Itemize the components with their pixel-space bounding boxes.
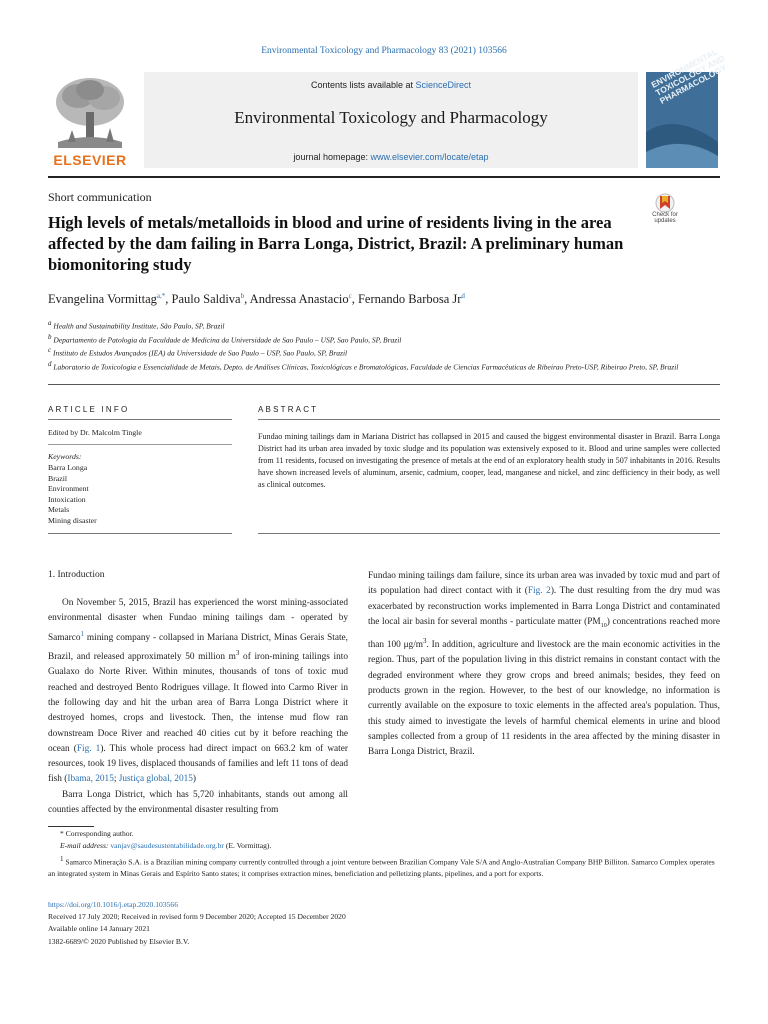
figure-link[interactable]: Fig. 2: [527, 586, 551, 597]
affiliation-mark: c: [48, 346, 52, 355]
section-divider: [48, 384, 720, 385]
header-rule: [48, 176, 720, 178]
footnote-mark: *: [60, 829, 64, 838]
superscript: 3: [235, 648, 240, 657]
available-online: Available online 14 January 2021: [48, 924, 150, 934]
text-run: ;: [113, 774, 119, 785]
author-affiliation-mark[interactable]: d: [461, 292, 465, 300]
superscript: 3: [423, 637, 427, 646]
author-name: Andressa Anastacio: [249, 292, 349, 307]
text-run: ). The dust resulting from the dry mud was exacerbated by reconstruction works implemented in Barra Longa District and contaminated the local air basin for several months - particulate matter (PM: [368, 586, 721, 627]
keyword-item: Brazil: [48, 473, 68, 483]
author-affiliation-mark[interactable]: b: [240, 292, 245, 300]
sciencedirect-link[interactable]: ScienceDirect: [415, 80, 472, 90]
affiliation-item: [48, 332, 720, 346]
affiliation-item: [48, 359, 720, 373]
body-paragraph: [48, 596, 348, 788]
text-run: of iron-mining tailings into Gualaxo do Norte River. Within minutes, thousands of tons of toxic mud reached and destroyed Bento Rodrigues village. It flowed into Carmo River in the following day and hit the urban area of Barra Longa District where it destroyed homes, crops and livestock. Then, the intense mud flow ran downstream Doce River and reached 40 cities cut by it before reaching the ocean (: [48, 652, 348, 754]
body-column-right: [368, 569, 720, 761]
affiliation-text: Laboratorio de Toxicologia e Essencialidade de Metais, Depto. de Análises Clínicas, Toxicológicas e Bromatológicas, Faculdade de Ciencias Farmacêuticas de Ribeirao Preto-USP, Ribeirao Preto, SP, Brazil: [53, 362, 679, 372]
journal-name: Environmental Toxicology and Pharmacology: [234, 108, 548, 127]
footnote-rule: [48, 826, 94, 827]
keyword-item: Barra Longa: [48, 463, 88, 472]
copyright: 1382-6689/© 2020 Published by Elsevier B.V.: [48, 936, 190, 946]
email-label: E-mail address:: [60, 841, 109, 851]
article-info-heading: ARTICLE INFO: [48, 405, 130, 414]
author-separator: ,: [351, 292, 358, 307]
body-column-left: [48, 596, 348, 818]
footnotes: [48, 828, 720, 881]
reference-link[interactable]: Justiça global, 2015: [118, 774, 193, 785]
abstract-rule: [258, 533, 720, 534]
bookmark-icon: [645, 193, 685, 213]
text-run: ) concentrations reached more than 100 μg/m: [368, 616, 720, 651]
cover-title: ENVIRONMENTAL TOXICOLOGY AND PHARMACOLOGY: [649, 46, 729, 106]
text-run: . In addition, agriculture and livestock are the main economic activities in the region. Thus, part of the population living in this district remains in constant contact with the degraded environment where they grow crops and breed animals; besides, they feed on products grown in the region. However, to the best of our knowledge, no information is currently available on the exposure to toxic elements in the affected area's population. Thus, this study aimed to investigate the levels of harmful chemical elements in urine and blood samples collected from a group of 11 residents in the area affected by the mining disaster in Barra Longa District, Brazil.: [368, 640, 720, 758]
received-dates: Received 17 July 2020; Received in revised form 9 December 2020; Accepted 15 December 2020: [48, 912, 346, 922]
author-name: Evangelina Vormittag: [48, 292, 157, 307]
footnote-text: Corresponding author.: [65, 829, 134, 838]
footnote-mark[interactable]: 1: [80, 629, 85, 638]
contents-line: [144, 80, 638, 90]
footnote-email: [48, 840, 720, 852]
footnote-mark: 1: [60, 854, 64, 863]
article-info-rule: [48, 533, 232, 534]
doi-link[interactable]: https://doi.org/10.1016/j.etap.2020.103566: [48, 900, 179, 909]
text-run: mining company - collapsed in Mariana District, Minas Gerais State, Brazil, and released approximately 50 million m: [48, 632, 348, 663]
journal-cover-thumbnail: [646, 46, 729, 168]
body-paragraph: Barra Longa District, which has 5,720 inhabitants, stands out among all counties affected by the environmental disaster resulting from: [48, 789, 348, 816]
contents-prefix: Contents lists available at: [310, 80, 416, 90]
check-for-updates-label: Check for updates: [652, 212, 678, 224]
article-info-rule: [48, 444, 232, 445]
affiliation-item: [48, 318, 720, 332]
keyword-item: Intoxication: [48, 494, 86, 504]
affiliation-text: Departamento de Patologia da Faculdade de Medicina da Universidade de Sao Paulo – USP, Sao Paulo, SP, Brazil: [53, 335, 402, 345]
keyword-item: Metals: [48, 505, 70, 515]
abstract-rule: [258, 419, 720, 420]
keyword-list: [48, 463, 97, 527]
footnote-corresponding: [48, 828, 720, 840]
author-separator: ,: [165, 292, 172, 307]
affiliation-mark: b: [48, 332, 52, 341]
footnote-text: Samarco Mineração S.A. is a Brazilian mining company currently controlled through a joint venture between Brazilian Company Vale S/A and Anglo-Australian Company BHP Billiton. Samarco Complex operates an integrated system in Minas Gerais and Espírito Santo states; it comprises extraction mines, beneficiation and pelletizing plants, pipelines, and a port for exports.: [48, 857, 715, 879]
homepage-link[interactable]: www.elsevier.com/locate/etap: [370, 152, 489, 162]
publisher-wordmark: ELSEVIER: [53, 152, 127, 168]
author-name: Fernando Barbosa Jr: [357, 292, 462, 307]
author-separator: ,: [244, 292, 250, 307]
email-owner: (E. Vormittag).: [223, 841, 272, 851]
affiliation-item: [48, 345, 720, 359]
subscript: 10: [600, 622, 607, 629]
author-affiliation-mark[interactable]: c: [348, 292, 352, 300]
keyword-item: Mining disaster: [48, 515, 97, 525]
body-paragraph: [368, 569, 720, 761]
affiliation-text: Instituto de Estudos Avançados (IEA) da Universidade de Sao Paulo – USP, Sao Paulo, SP, Brazil: [52, 348, 348, 358]
running-head[interactable]: Environmental Toxicology and Pharmacology 83 (2021) 103566: [261, 46, 507, 56]
abstract-heading: ABSTRACT: [258, 405, 319, 414]
abstract-text: Fundao mining tailings dam in Mariana District has collapsed in 2015 and caused the biggest environmental disaster in Brazil. Barra Longa District had its urban area invaded by toxic sludge and its population was extensively exposed to it. Blood and urine samples were collected from 11 residents, focused on investigating the presence of metals at the end of an exploratory health study in 507 inhabitants in 2016. Results have shown increased levels of aluminum, arsenic, cadmium, cooper, lead, manganese and nickel, and zinc defficiency in their body, as well as clinical outcomes.: [258, 432, 720, 489]
section-heading-introduction: 1. Introduction: [48, 570, 105, 580]
author-affiliation-mark[interactable]: a,*: [156, 292, 166, 300]
email-link[interactable]: vanjav@saudesustentabilidade.org.br: [110, 841, 224, 851]
keyword-item: Environment: [48, 484, 89, 494]
article-title: High levels of metals/metalloids in blood and urine of residents living in the area affected by the dam failing in Barra Longa, District, Brazil: A preliminary human biomonitoring study: [48, 213, 624, 274]
text-run: ). This whole process had direct impact on 663.2 km of water resources, took 19 lives, displaced thousands of families and left 11 tons of dead fish (: [48, 743, 348, 785]
text-run: ): [192, 774, 196, 785]
edited-by: Edited by Dr. Malcolm Tingle: [48, 428, 142, 437]
figure-link[interactable]: Fig. 1: [76, 743, 101, 754]
text-run: Fundao mining tailings dam failure, since its urban area was invaded by toxic mud and part of its population had direct contact with it (: [368, 571, 720, 597]
affiliation-text: Health and Sustainability Institute, São Paulo, SP, Brazil: [53, 321, 225, 331]
affiliation-mark: d: [48, 360, 52, 369]
reference-link[interactable]: Ibama, 2015: [67, 774, 114, 785]
homepage-prefix: journal homepage:: [293, 152, 371, 162]
keywords-label: Keywords:: [48, 452, 82, 461]
affiliation-list: [48, 318, 720, 373]
author-list: [48, 292, 465, 307]
affiliation-mark: a: [48, 319, 52, 327]
footnote-1: [48, 853, 720, 881]
article-info-rule: [48, 419, 232, 420]
author-name: Paulo Saldiva: [171, 292, 241, 307]
homepage-line: [144, 152, 638, 162]
article-type: Short communication: [48, 190, 152, 204]
text-run: On November 5, 2015, Brazil has experienced the worst mining-associated environmental disaster when Fundao mining tailings dam - operated by Samarco: [48, 598, 348, 643]
publication-info: [48, 899, 720, 948]
